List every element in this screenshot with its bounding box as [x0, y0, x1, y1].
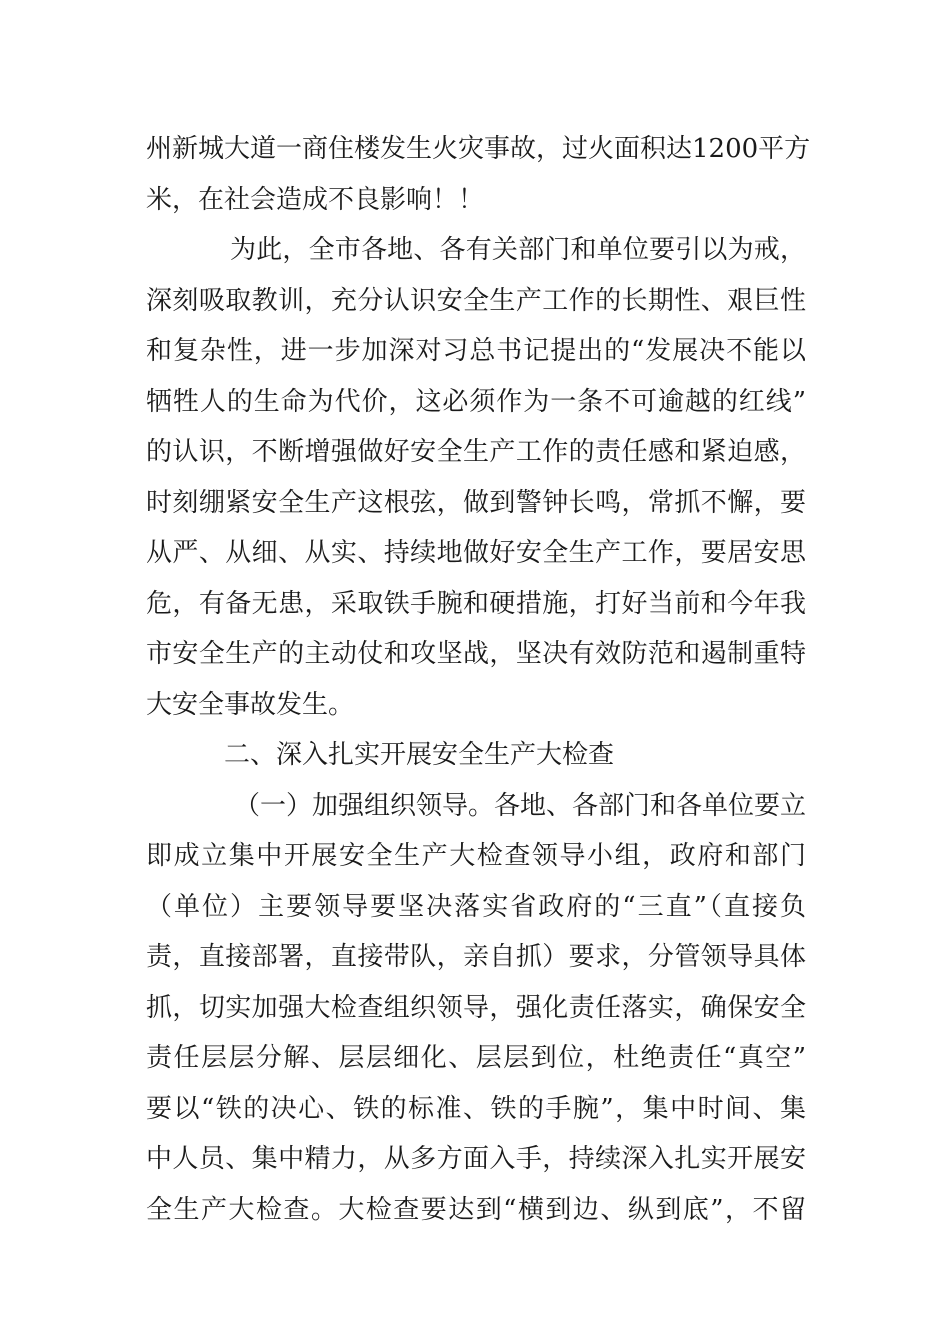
- text-line-2: 米，在社会造成不良影响！！: [146, 184, 485, 215]
- text-line-22: 全生产大检查。大检查要达到“横到边、纵到底”，不留: [146, 1194, 806, 1225]
- text-line-5: 和复杂性，进一步加深对习总书记提出的“发展决不能以: [146, 336, 806, 366]
- text-line-1: 州新城大道一商住楼发生火灾事故，过火面积达1200平方: [146, 134, 811, 164]
- text-line-8: 时刻绷紧安全生产这根弦，做到警钟长鸣，常抓不懈，要: [146, 487, 806, 518]
- text-line-9: 从严、从细、从实、持续地做好安全生产工作，要居安思: [146, 538, 806, 568]
- text-line-10: 危，有备无患，采取铁手腕和硬措施，打好当前和今年我: [146, 588, 806, 619]
- text-line-15: 即成立集中开展安全生产大检查领导小组，政府和部门: [146, 841, 806, 871]
- section-heading: 二、深入扎实开展安全生产大检查: [224, 740, 615, 770]
- text-line-19: 责任层层分解、层层细化、层层到位，杜绝责任“真空”: [146, 1043, 806, 1073]
- text-line-21: 中人员、集中精力，从多方面入手，持续深入扎实开展安: [146, 1144, 806, 1174]
- text-line-3: 为此，全市各地、各有关部门和单位要引以为戒，: [230, 235, 806, 265]
- text-line-11: 市安全生产的主动仗和攻坚战，坚决有效防范和遏制重特: [146, 639, 806, 669]
- text-line-16: （单位）主要领导要坚决落实省政府的“三直”（直接负: [146, 891, 806, 922]
- text-line-12: 大安全事故发生。: [146, 689, 355, 720]
- text-line-20: 要以“铁的决心、铁的标准、铁的手腕”，集中时间、集: [146, 1093, 806, 1124]
- text-line-7: 的认识，不断增强做好安全生产工作的责任感和紧迫感，: [146, 437, 806, 467]
- text-line-17: 责，直接部署，直接带队，亲自抓）要求，分管领导具体: [146, 942, 806, 972]
- document-body: [146, 124, 811, 1235]
- text-line-6: 牺牲人的生命为代价，这必须作为一条不可逾越的红线”: [146, 386, 806, 417]
- text-line-18: 抓，切实加强大检查组织领导，强化责任落实，确保安全: [146, 992, 806, 1023]
- text-line-14: （一）加强组织领导。各地、各部门和各单位要立: [234, 790, 807, 821]
- text-line-4: 深刻吸取教训，充分认识安全生产工作的长期性、艰巨性: [146, 285, 806, 316]
